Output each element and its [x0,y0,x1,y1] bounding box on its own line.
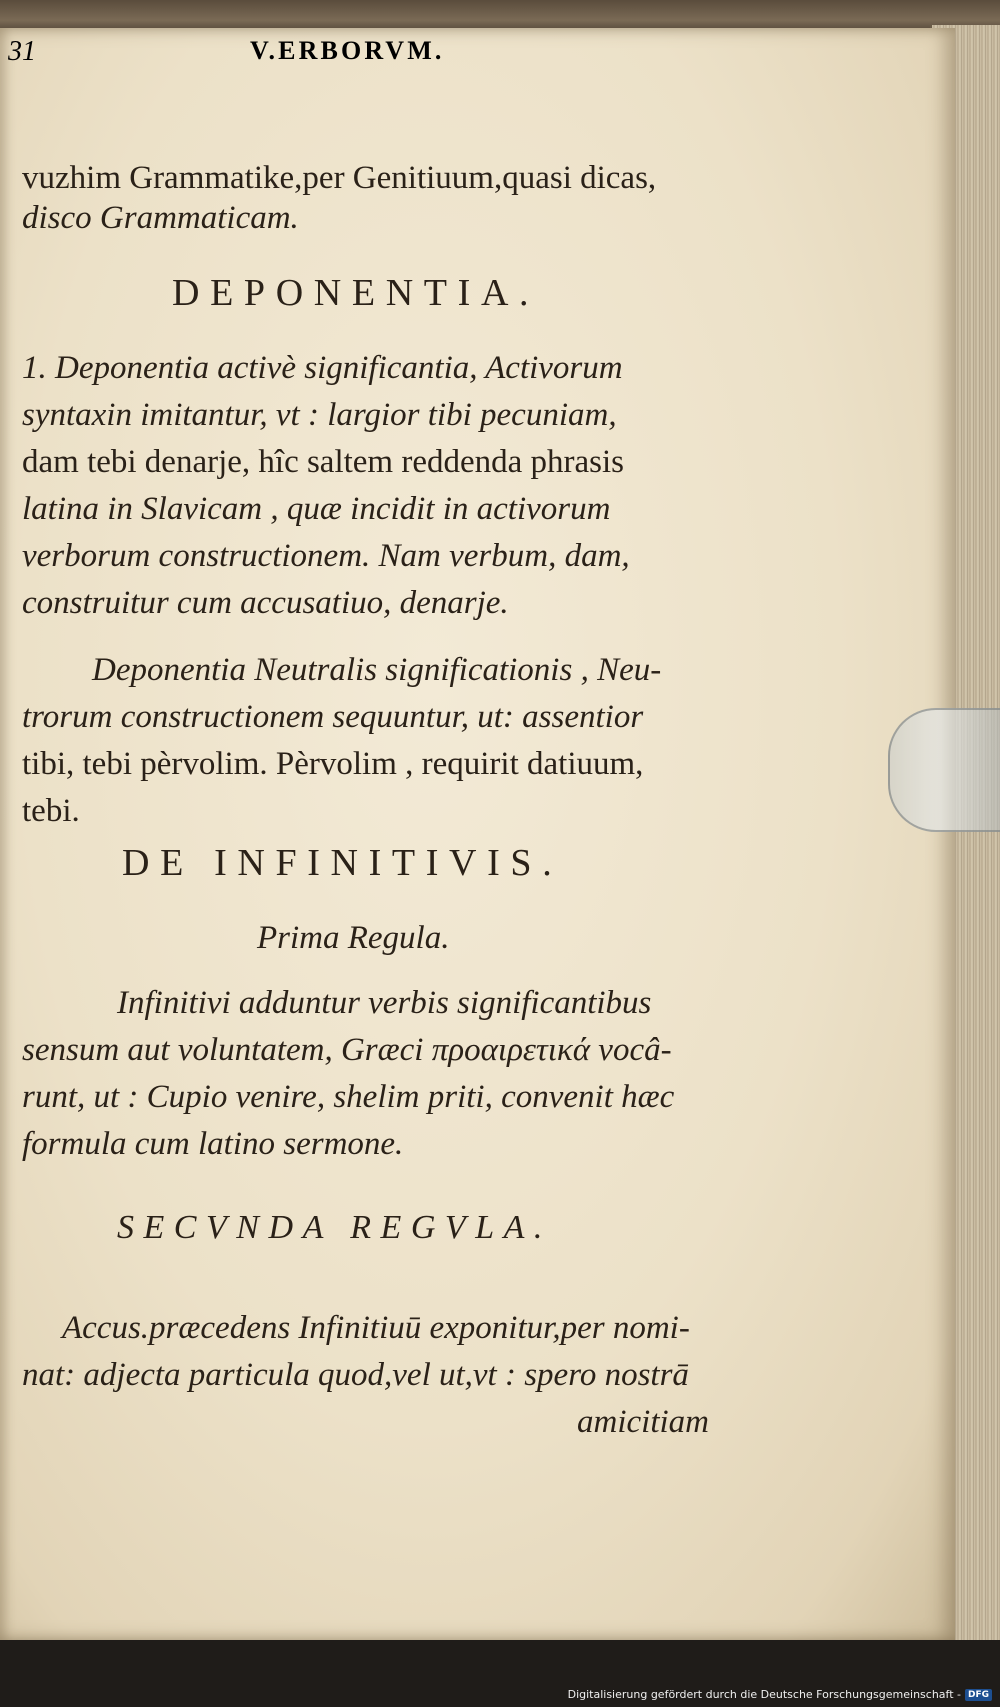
footer-bar [0,1640,1000,1707]
text-line: sensum aut voluntatem, Græci προαιρετικά vocâ- [22,1032,672,1068]
credit-line [568,1688,992,1701]
subheading: Prima Regula. [257,920,450,956]
dfg-logo: DFG [965,1689,992,1701]
text-line: syntaxin imitantur, vt : largior tibi pecuniam, [22,397,617,433]
text-line: latina in Slavicam , quæ incidit in activorum [22,491,611,527]
text-line: construitur cum accusatiuo, denarje. [22,585,509,621]
book-page [0,28,955,1640]
text-line: tibi, tebi pèrvolim. Pèrvolim , requirit datiuum, [22,746,644,782]
text-line: verborum constructionem. Nam verbum, dam, [22,538,630,574]
section-heading: SECVNDA REGVLA. [117,1209,552,1246]
text-line: trorum constructionem sequuntur, ut: assentior [22,699,644,735]
text-line: dam tebi denarje, hîc saltem reddenda phrasis [22,444,625,480]
text-line: runt, ut : Cupio venire, shelim priti, convenit hæc [22,1079,675,1115]
page-number: 31 [8,36,36,67]
text-line: Infinitivi adduntur verbis significantibus [117,985,652,1021]
section-heading: DE INFINITIVIS. [122,842,563,884]
text-line: Accus.præcedens Infinitiuū exponitur,per nomi- [62,1310,690,1346]
text-line: nat: adjecta particula quod,vel ut,vt : spero nostrā [22,1357,689,1393]
section-heading: DEPONENTIA. [172,272,540,314]
text-line: Deponentia Neutralis significationis , Neu- [92,652,662,688]
text-line: vuzhim Grammatike,per Genitiuum,quasi dicas, [22,160,657,196]
text-line: disco Grammaticam. [22,200,299,236]
text-line: formula cum latino sermone. [22,1126,404,1162]
text-line: tebi. [22,793,80,829]
catchword: amicitiam [577,1404,709,1440]
running-head: V.ERBORVM. [250,36,445,65]
credit-text: Digitalisierung gefördert durch die Deutsche Forschungsgemeinschaft - [567,1688,961,1701]
page-clip [888,708,1000,832]
text-line: 1. Deponentia activè significantia, Activorum [22,350,623,386]
